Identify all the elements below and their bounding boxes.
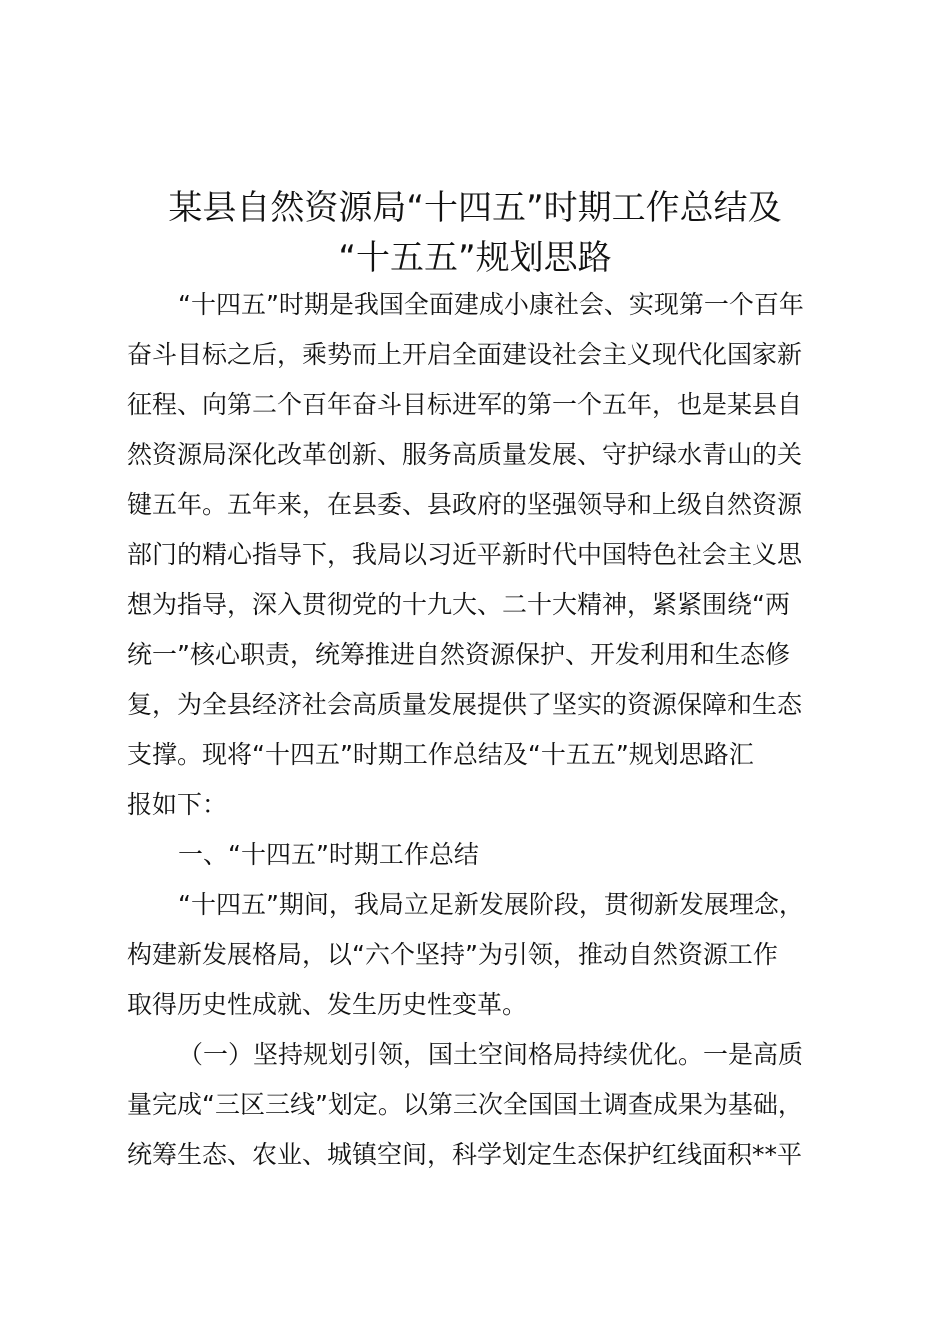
subsection-line: 统筹生态、农业、城镇空间，科学划定生态保护红线面积**平 [127, 1140, 803, 1169]
intro-line: 键五年。五年来，在县委、县政府的坚强领导和上级自然资源 [127, 490, 803, 519]
intro-line: 报如下： [127, 790, 228, 819]
summary-line: 构建新发展格局，以“六个坚持”为引领，推动自然资源工作 [127, 940, 778, 969]
intro-line: “十四五”时期是我国全面建成小康社会、实现第一个百年 [178, 290, 804, 319]
intro-line: 奋斗目标之后，乘势而上开启全面建设社会主义现代化国家新 [127, 340, 803, 369]
intro-line: 统一”核心职责，统筹推进自然资源保护、开发利用和生态修 [127, 640, 790, 669]
summary-line: 取得历史性成就、发生历史性变革。 [127, 990, 528, 1019]
intro-line: 征程、向第二个百年奋斗目标进军的第一个五年，也是某县自 [127, 390, 803, 419]
summary-line: “十四五”期间，我局立足新发展阶段，贯彻新发展理念， [178, 890, 804, 919]
intro-line: 支撑。现将“十四五”时期工作总结及“十五五”规划思路汇 [127, 740, 754, 769]
document-title-line-2: “十五五”规划思路 [338, 238, 612, 278]
document-title-line-1: 某县自然资源局“十四五”时期工作总结及 [168, 188, 782, 228]
intro-line: 部门的精心指导下，我局以习近平新时代中国特色社会主义思 [127, 540, 803, 569]
intro-line: 然资源局深化改革创新、服务高质量发展、守护绿水青山的关 [127, 440, 803, 469]
subsection-line: 量完成“三区三线”划定。以第三次全国国土调查成果为基础， [127, 1090, 803, 1119]
section-heading: 一、“十四五”时期工作总结 [178, 840, 479, 869]
subsection-line: （一）坚持规划引领，国土空间格局持续优化。一是高质 [178, 1040, 804, 1069]
intro-line: 复，为全县经济社会高质量发展提供了坚实的资源保障和生态 [127, 690, 803, 719]
intro-line: 想为指导，深入贯彻党的十九大、二十大精神，紧紧围绕“两 [127, 590, 790, 619]
